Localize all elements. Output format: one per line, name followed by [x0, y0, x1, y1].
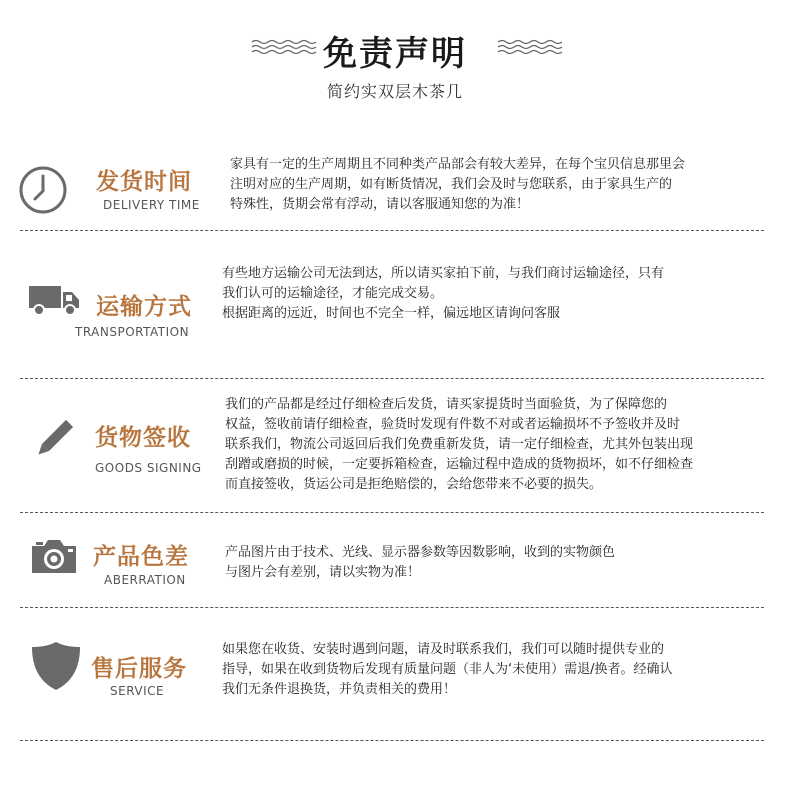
- section-title: 售后服务: [91, 656, 187, 682]
- section-body: [225, 395, 770, 495]
- camera-icon: [30, 537, 78, 575]
- section-title: 发货时间: [96, 169, 192, 195]
- body-line: 指导，如果在收到货物后发现有质量问题（非人为‘未使用）需退/换者。经确认: [222, 662, 673, 677]
- body-line: 而直接签收，货运公司是拒绝赔偿的，会给您带来不必要的损失。: [225, 477, 603, 492]
- pen-icon: [30, 415, 78, 463]
- body-line: 我们认可的运输途径，才能完成交易。: [222, 286, 444, 301]
- page-subtitle: 简约实双层木茶几: [326, 82, 463, 101]
- body-line: 权益，签收前请仔细检查，验货时发现有件数不对或者运输损坏不予签收并及时: [225, 417, 681, 432]
- page-title: 免责声明: [323, 34, 467, 74]
- body-line: 联系我们，物流公司返回后我们免费重新发货，请一定仔细检查，尤其外包装出现: [225, 437, 694, 452]
- body-line: 我们无条件退换货，并负责相关的费用！: [222, 682, 457, 697]
- page-header: [0, 0, 790, 110]
- truck-icon: [28, 283, 80, 317]
- section-subtitle-en: SERVICE: [110, 684, 165, 698]
- body-line: 根据距离的远近，时间也不完全一样，偏远地区请询问客服: [222, 306, 561, 321]
- section-subtitle-en: ABERRATION: [104, 573, 186, 587]
- section-divider: [20, 512, 764, 513]
- body-line: 特殊性，货期会常有浮动，请以客服通知您的为准！: [230, 197, 530, 212]
- body-line: 刮蹭或磨损的时候，一定要拆箱检查，运输过程中造成的货物损坏，如不仔细检查: [225, 457, 694, 472]
- shield-icon: [30, 640, 82, 692]
- section-title: 产品色差: [93, 544, 189, 570]
- section-divider: [20, 230, 764, 231]
- section-subtitle-en: GOODS SIGNING: [95, 461, 202, 475]
- section-body: [230, 155, 770, 215]
- section-divider: [20, 607, 764, 608]
- body-line: 与图片会有差别，请以实物为准！: [225, 565, 421, 580]
- wave-decoration-right-icon: [496, 38, 564, 56]
- section-divider: [20, 378, 764, 379]
- body-line: 有些地方运输公司无法到达，所以请买家拍下前，与我们商讨运输途径，只有: [222, 266, 665, 281]
- section-body: [225, 543, 770, 583]
- section-title: 运输方式: [96, 294, 192, 320]
- body-line: 我们的产品都是经过仔细检查后发货，请买家提货时当面验货，为了保障您的: [225, 397, 668, 412]
- clock-icon: [18, 165, 68, 215]
- section-title: 货物签收: [95, 425, 191, 451]
- body-line: 产品图片由于技术、光线、显示器参数等因数影响，收到的实物颜色: [225, 545, 616, 560]
- section-subtitle-en: TRANSPORTATION: [75, 325, 190, 339]
- section-body: [222, 640, 770, 700]
- section-divider: [20, 740, 764, 741]
- section-body: [222, 264, 767, 324]
- body-line: 家具有一定的生产周期且不同种类产品部会有较大差异，在每个宝贝信息那里会: [230, 157, 686, 172]
- body-line: 注明对应的生产周期，如有断货情况，我们会及时与您联系，由于家具生产的: [230, 177, 673, 192]
- body-line: 如果您在收货、安装时遇到问题，请及时联系我们，我们可以随时提供专业的: [222, 642, 665, 657]
- section-subtitle-en: DELIVERY TIME: [103, 198, 200, 212]
